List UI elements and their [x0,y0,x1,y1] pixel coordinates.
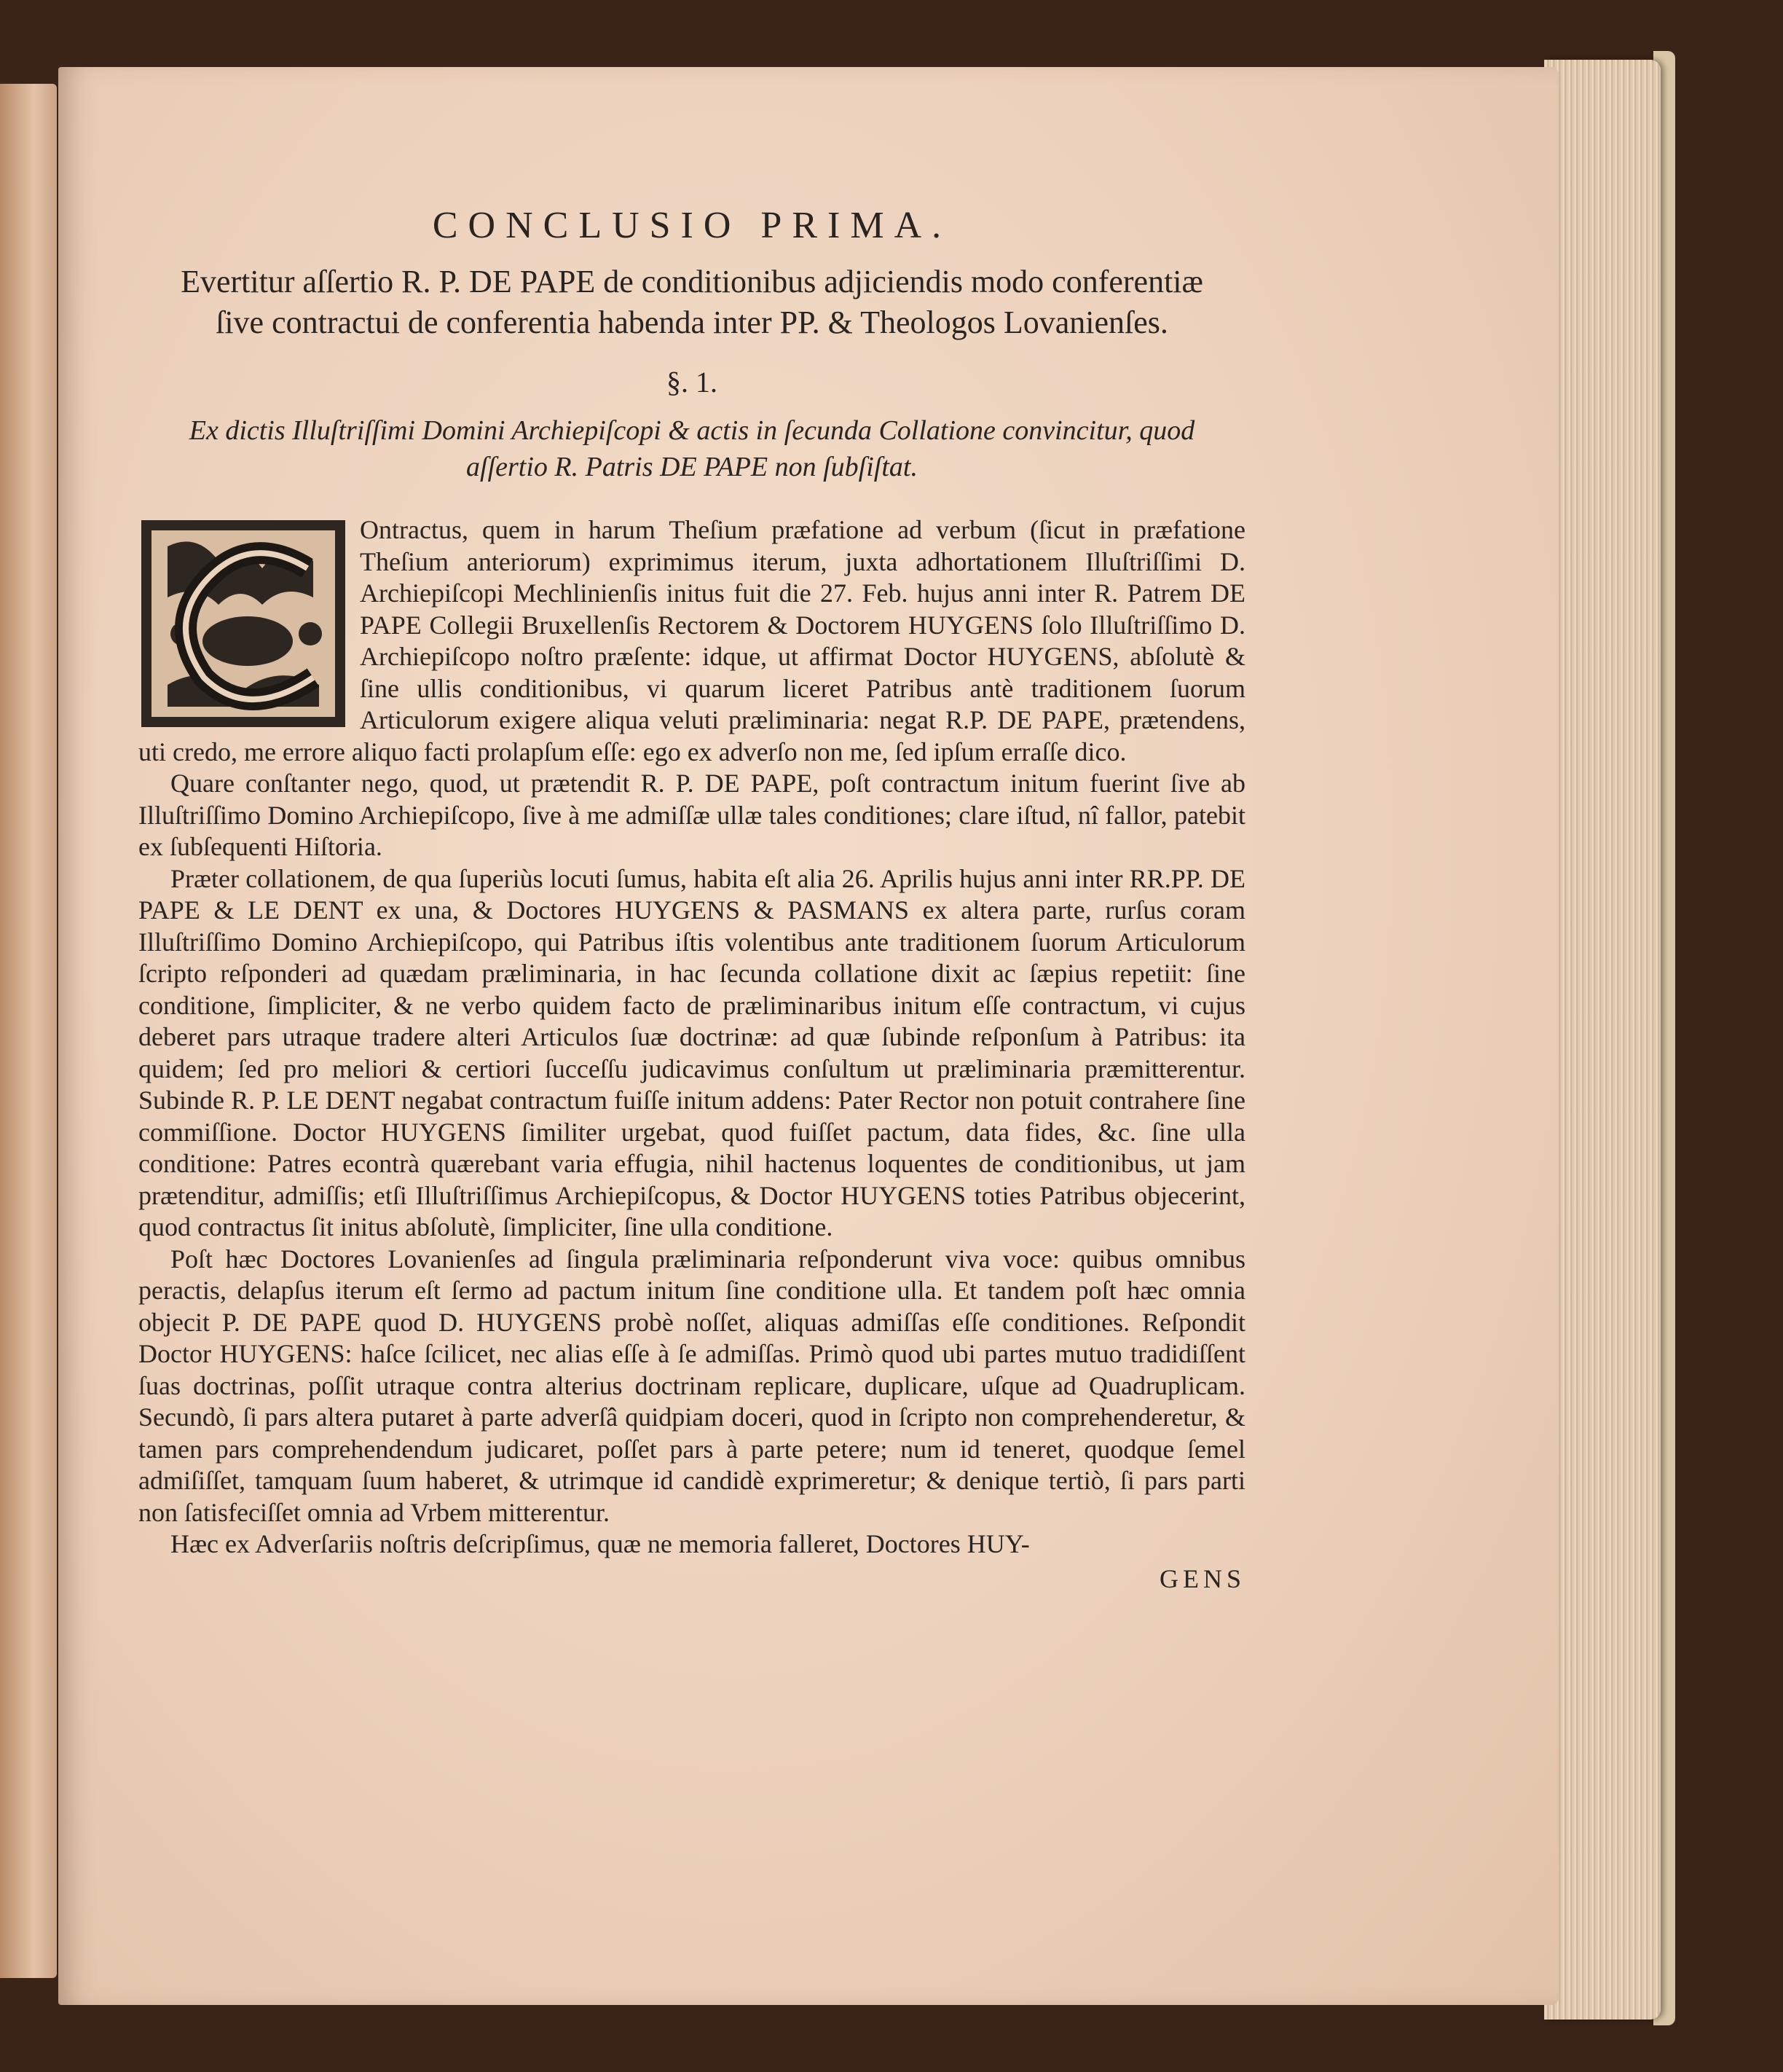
paragraph-4: Poſt hæc Doctores Lovanienſes ad ſingula præliminaria reſponderunt viva voce: quibus omnibus peractis, delapſus iterum eſt ſermo ad pactum initum ſine conditione ulla. Et tandem poſt hæc omnia objecit P. DE PAPE quod D. HUYGENS probè noſſet, aliquas admiſſas eſſe conditiones. Reſpondit Doctor HUYGENS: haſce ſcilicet, nec alias eſſe à ſe admiſſas. Primò quod ubi partes mutuo tradidiſſent ſuas doctrinas, poſſit utraque contra alterius doctrinam replicare, duplicare, uſque ad Quadruplicam. Secundò, ſi pars altera putaret à parte adverſâ quidpiam doceri, quod in ſcripto non comprehenderetur, & tamen pars comprehendendum judicaret, poſſet pars à parte petere; num id teneret, quodque ſemel admiſiſſet, tamquam ſuum haberet, & utrimque id candidè exprimeretur; & denique tertiò, ſi pars parti non ſatisfeciſſet omnia ad Vrbem mitterentur. [138,1244,1245,1527]
body-text [138,514,1245,1594]
catchword: GENS [1159,1563,1245,1593]
section-rubric: Ex dictis Illuſtriſſimi Domini Archiepiſcopi & actis in ſecunda Collatione convincitur, quod aſſertio R. Patris DE PAPE non ſubſiſtat. [189,415,1195,482]
paragraph-1: Ontractus, quem in harum Theſium præfatione ad verbum (ſicut in præfatione Theſium anteriorum) exprimimus iterum, juxta adhortationem Illuſtriſſimi D. Archiepiſcopi Mechlinienſis initus fuit die 27. Feb. hujus anni inter R. Patrem DE PAPE Collegii Bruxellenſis Rectorem & Doctorem HUYGENS ſolo Illuſtriſſimo D. Archiepiſcopo noſtro præſente: idque, ut affirmat Doctor HUYGENS, abſolutè & ſine ullis conditionibus, vi quarum liceret Patribus antè traditionem ſuorum Articulorum exigere aliqua veluti præliminaria: negat R.P. DE PAPE, prætendens, uti credo, me errore aliquo facti prolapſum eſſe: ego ex adverſo non me, ſed ipſum erraſſe dico. [138,515,1245,766]
section-number: §. 1. [666,366,717,399]
paragraph-3: Præter collationem, de qua ſuperiùs locuti ſumus, habita eſt alia 26. Aprilis hujus anni inter RR.PP. DE PAPE & LE DENT ex una, & Doctores HUYGENS & PASMANS ex altera parte, rurſus coram Illuſtriſſimo Domino Archiepiſcopo, qui Patribus iſtis volentibus ante traditionem ſuorum Articulorum ſcripto reſponderi ad quædam præliminaria, in hac ſecunda collatione dixit ac ſæpius repetiit: ſine conditione, ſimpliciter, & ne verbo quidem facto de præliminaribus initum eſſe contractum, vi cujus deberet pars utraque tradere alteri Articulos ſuæ doctrinæ: ad quæ ſubinde reſponſum à Patribus: ita quidem; ſed pro meliori & certiori ſucceſſu judicavimus conſultum ut præliminaria præmitterentur. Subinde R. P. LE DENT negabat contractum fuiſſe initum addens: Pater Rector non potuit contrahere ſine commiſſione. Doctor HUYGENS ſimiliter urgebat, quod fuiſſet pactum, data fides, &c. ſine ulla conditione: Patres econtrà quærebant varia effugia, nihil hactenus loquentes de conditionibus, ut jam prætenditur, admiſſis; etſi Illuſtriſſimus Archiepiſcopus, & Doctor HUYGENS toties Patribus objecerint, quod contractus ſit initus abſolutè, ſimpliciter, ſine ulla conditione. [138,863,1245,1241]
paragraph-2: Quare conſtanter nego, quod, ut prætendit R. P. DE PAPE, poſt contractum initum fuerint ſive ab Illuſtriſſimo Domino Archiepiſcopo, ſive à me admiſſæ ullæ tales conditiones; clare iſtud, nî fallor, patebit ex ſubſequenti Hiſtoria. [138,769,1245,861]
facing-page-edge [0,84,57,1978]
decorated-initial-c-icon [138,517,348,730]
paragraph-5: Hæc ex Adverſariis noſtris deſcripſimus, quæ ne memoria falleret, Doctores HUY- [170,1529,1030,1558]
page-title: CONCLUSIO PRIMA. [432,205,952,246]
conclusion-subtitle: Evertitur aſſertio R. P. DE PAPE de conditionibus adjiciendis modo conferentiæ ſive contractui de conferentia habenda inter PP. & Theologos Lovanienſes. [181,264,1203,340]
page-block-edges [1544,60,1661,2020]
page-text [138,204,1245,1594]
